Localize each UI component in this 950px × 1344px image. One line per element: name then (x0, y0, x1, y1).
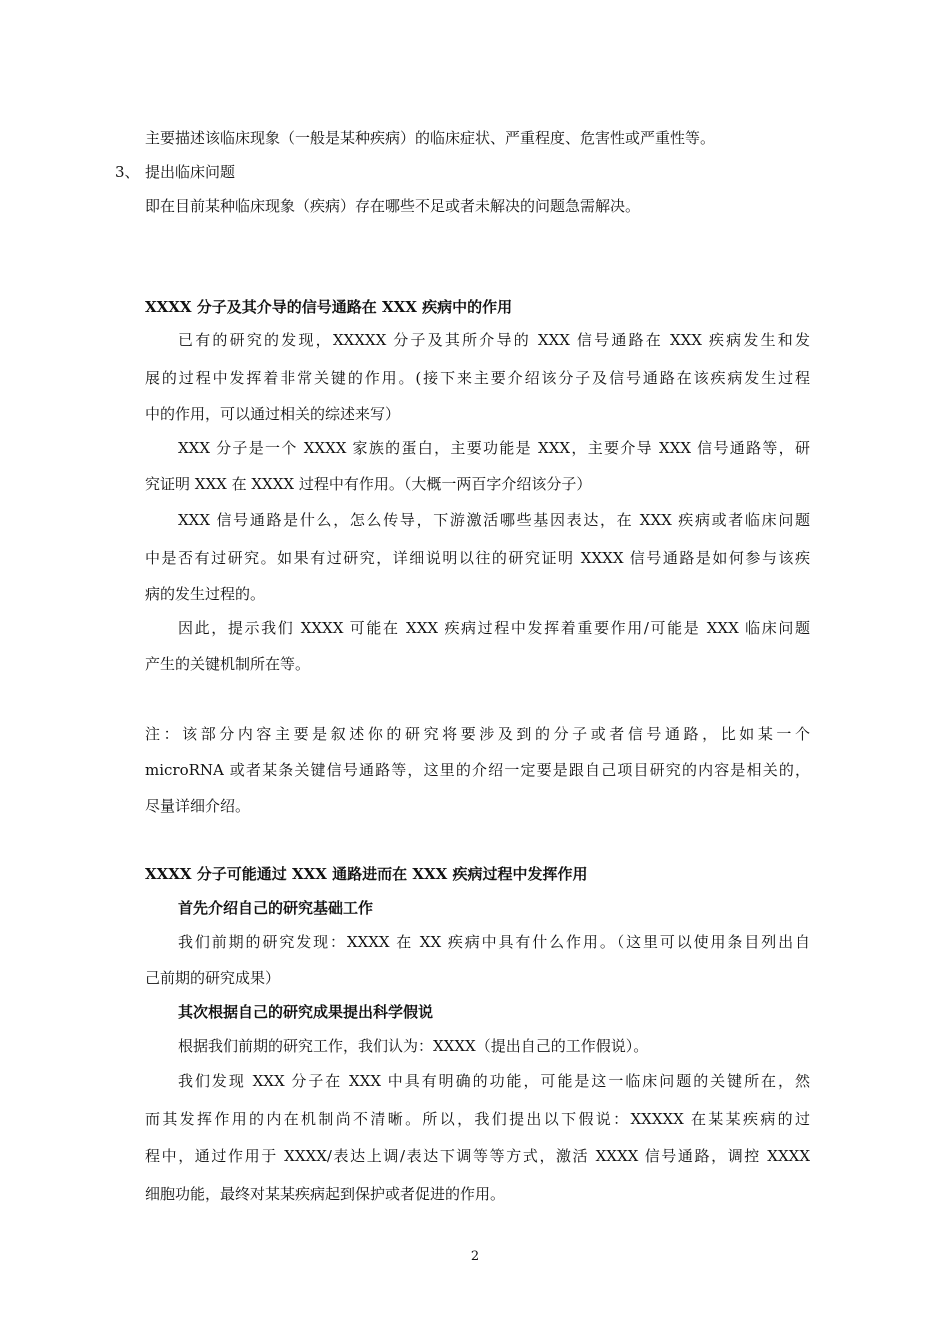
page-number: 2 (470, 1249, 480, 1264)
paragraph-line: 根据我们前期的研究工作，我们认为：XXXX（提出自己的工作假说）。 (178, 1037, 649, 1055)
list-item-number: 3、 (115, 163, 140, 181)
paragraph-line: 展的过程中发挥着非常关键的作用。(接下来主要介绍该分子及信号通路在该疾病发生过程 (145, 369, 810, 387)
paragraph-line: 细胞功能，最终对某某疾病起到保护或者促进的作用。 (145, 1185, 506, 1203)
paragraph-line: 中的作用，可以通过相关的综述来写） (145, 405, 401, 423)
paragraph-line: 产生的关键机制所在等。 (145, 655, 311, 673)
paragraph-line: 中是否有过研究。如果有过研究，详细说明以往的研究证明 XXXX 信号通路是如何参与该疾 (145, 549, 810, 567)
paragraph-line: 主要描述该临床现象（一般是某种疾病）的临床症状、严重程度、危害性或严重性等。 (145, 129, 716, 147)
paragraph-line: 究证明 XXX 在 XXXX 过程中有作用。（大概一两百字介绍该分子） (145, 475, 592, 493)
note-line: 注：该部分内容主要是叙述你的研究将要涉及到的分子或者信号通路，比如某一个 (145, 725, 810, 743)
note-line: 尽量详细介绍。 (145, 797, 251, 815)
paragraph-line: 程中，通过作用于 XXXX/表达上调/表达下调等等方式，激活 XXXX 信号通路，调控 XXXX (145, 1147, 810, 1165)
paragraph-line: XXX 信号通路是什么，怎么传导，下游激活哪些基因表达，在 XXX 疾病或者临床问题 (178, 511, 810, 529)
paragraph-line: 我们前期的研究发现：XXXX 在 XX 疾病中具有什么作用。（这里可以使用条目列出自 (178, 933, 810, 951)
paragraph-line: 因此，提示我们 XXXX 可能在 XXX 疾病过程中发挥着重要作用/可能是 XXX 临床问题 (178, 619, 810, 637)
subheading: 首先介绍自己的研究基础工作 (178, 899, 374, 917)
paragraph-line: 病的发生过程的。 (145, 585, 266, 603)
paragraph-line: 即在目前某种临床现象（疾病）存在哪些不足或者未解决的问题急需解决。 (145, 197, 641, 215)
paragraph-line: 己前期的研究成果） (145, 969, 281, 987)
section-heading: XXXX 分子及其介导的信号通路在 XXX 疾病中的作用 (145, 298, 513, 316)
paragraph-line: 而其发挥作用的内在机制尚不清晰。所以，我们提出以下假说：XXXXX 在某某疾病的过 (145, 1110, 810, 1128)
paragraph-line: 已有的研究的发现，XXXXX 分子及其所介导的 XXX 信号通路在 XXX 疾病发生和发 (178, 331, 810, 349)
note-line: microRNA 或者某条关键信号通路等，这里的介绍一定要是跟自己项目研究的内容是相关的， (145, 761, 810, 779)
list-item-title: 提出临床问题 (145, 163, 236, 181)
paragraph-line: XXX 分子是一个 XXXX 家族的蛋白，主要功能是 XXX，主要介导 XXX 信号通路等，研 (178, 439, 810, 457)
paragraph-line: 我们发现 XXX 分子在 XXX 中具有明确的功能，可能是这一临床问题的关键所在，然 (178, 1072, 810, 1090)
subheading: 其次根据自己的研究成果提出科学假说 (178, 1003, 434, 1021)
section-heading: XXXX 分子可能通过 XXX 通路进而在 XXX 疾病过程中发挥作用 (145, 865, 588, 883)
